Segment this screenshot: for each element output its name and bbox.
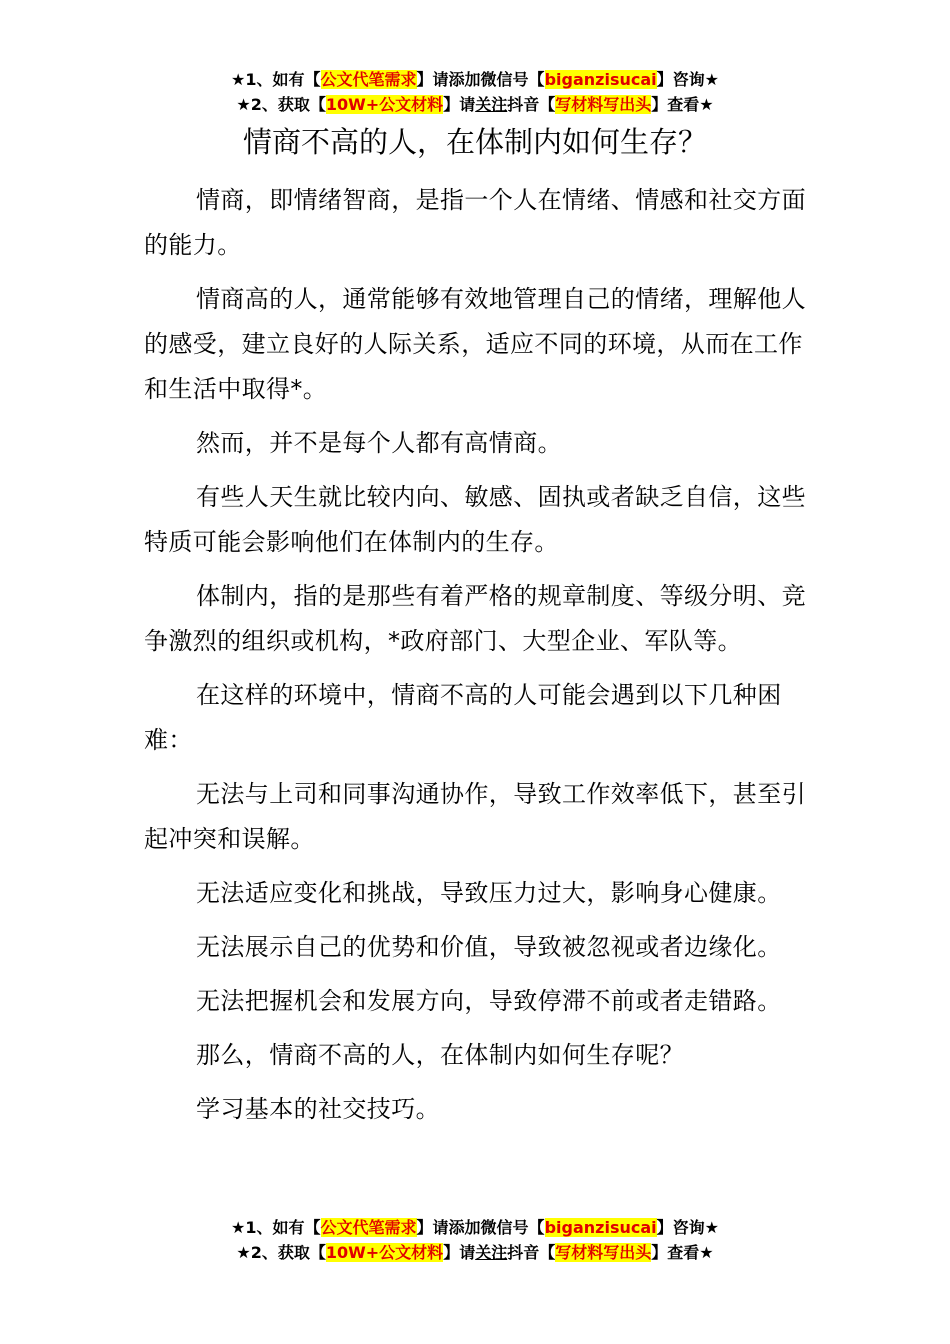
paragraph: 无法把握机会和发展方向，导致停滞不前或者走错路。: [196, 987, 782, 1015]
paragraph: 无法适应变化和挑战，导致压力过大，影响身心健康。: [196, 879, 782, 907]
banner-line-2: ★2、获取【10W+公文材料】请关注抖音【写材料写出头】查看★: [236, 1243, 714, 1262]
document-body: [144, 178, 814, 1141]
paragraph: 有些人天生就比较内向、敏感、固执或者缺乏自信，这些特质可能会影响他们在体制内的生存。: [144, 483, 806, 556]
highlight-service: 公文代笔需求: [320, 1218, 417, 1237]
paragraph: 那么，情商不高的人，在体制内如何生存呢？: [196, 1041, 684, 1069]
paragraph: 无法展示自己的优势和价值，导致被忽视或者边缘化。: [196, 933, 782, 961]
highlight-douyin-account: 写材料写出头: [555, 95, 652, 114]
paragraph: 情商高的人，通常能够有效地管理自己的情绪，理解他人的感受，建立良好的人际关系，适应不同的环境，从而在工作和生活中取得*。: [144, 285, 806, 403]
paragraph: 情商，即情绪智商，是指一个人在情绪、情感和社交方面的能力。: [144, 186, 806, 259]
banner-line-1: ★1、如有【公文代笔需求】请添加微信号【biganzisucai】咨询★: [231, 70, 719, 89]
highlight-materials: 10W+公文材料: [325, 95, 444, 114]
paragraph: 体制内，指的是那些有着严格的规章制度、等级分明、竞争激烈的组织或机构，*政府部门、大型企业、军队等。: [144, 582, 806, 655]
promo-banner-top: [0, 67, 950, 117]
highlight-materials: 10W+公文材料: [325, 1243, 444, 1262]
paragraph: 学习基本的社交技巧。: [196, 1095, 440, 1123]
banner-line-1: ★1、如有【公文代笔需求】请添加微信号【biganzisucai】咨询★: [231, 1218, 719, 1237]
highlight-wechat-id: biganzisucai: [544, 1218, 657, 1237]
highlight-service: 公文代笔需求: [320, 70, 417, 89]
document-title: 情商不高的人，在体制内如何生存？: [242, 125, 707, 159]
highlight-wechat-id: biganzisucai: [544, 70, 657, 89]
highlight-douyin-account: 写材料写出头: [555, 1243, 652, 1262]
paragraph: 在这样的环境中，情商不高的人可能会遇到以下几种困难：: [144, 681, 782, 754]
paragraph: 然而，并不是每个人都有高情商。: [196, 429, 562, 457]
paragraph: 无法与上司和同事沟通协作，导致工作效率低下，甚至引起冲突和误解。: [144, 780, 806, 853]
banner-line-2: ★2、获取【10W+公文材料】请关注抖音【写材料写出头】查看★: [236, 95, 714, 114]
promo-banner-bottom: [0, 1215, 950, 1265]
